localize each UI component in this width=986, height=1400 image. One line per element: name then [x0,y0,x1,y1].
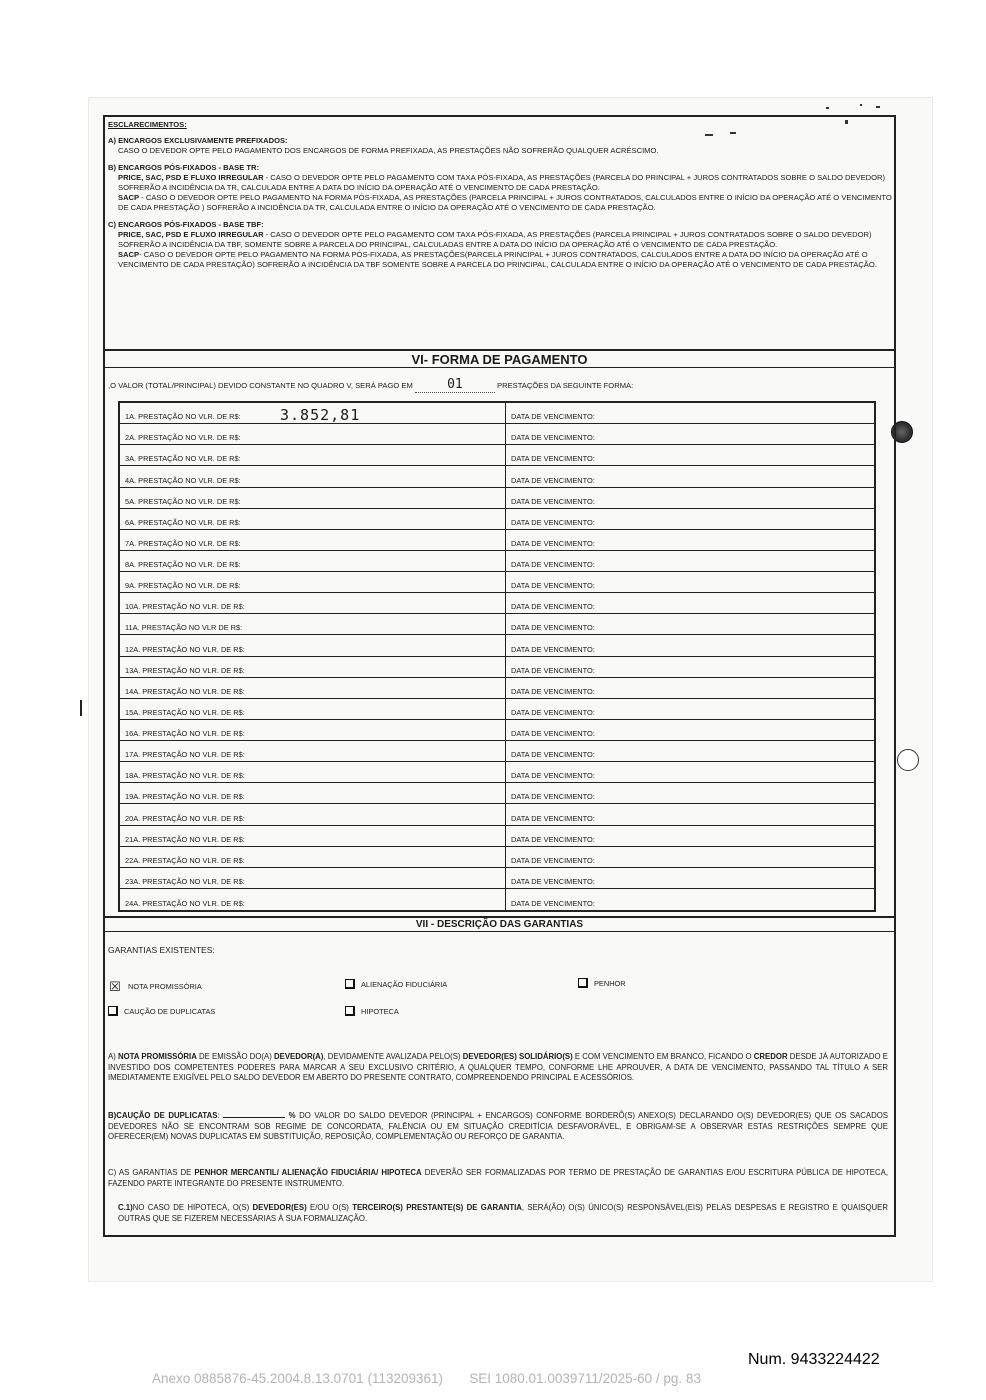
prestacao-label: 7A. PRESTAÇÃO NO VLR. DE R$: [125,538,241,548]
encargos-prefixados-text: CASO O DEVEDOR OPTE PELO PAGAMENTO DOS ENCARGOS DE FORMA PREFIXADA, AS PRESTAÇÕES NÃO SOFRERÃO QUALQUER ACRÉSCIMO. [118,146,659,156]
footer-reference: Anexo 0885876-45.2004.8.13.0701 (113209361) SEI 1080.01.0039711/2025-60 / pg. 83 [152,1371,701,1386]
para-text: C) AS GARANTIAS DE [108,1168,195,1177]
prestacao-label: 9A. PRESTAÇÃO NO VLR. DE R$: [125,581,241,591]
document-number: Num. 9433224422 [748,1351,880,1368]
option-label: ALIENAÇÃO FIDUCIÁRIA [361,979,448,989]
checked-checkbox-icon[interactable]: ☒ [109,978,121,994]
encargos-tbf-sacp-paragraph [108,250,894,270]
prestacao-row [120,403,874,424]
data-vencimento-label: DATA DE VENCIMENTO: [511,834,595,844]
prestacao-label: 2A. PRESTAÇÃO NO VLR. DE R$: [125,433,241,443]
data-vencimento-label: DATA DE VENCIMENTO: [511,792,595,802]
prestacao-row [120,572,874,593]
option-nota-promissoria[interactable] [108,979,202,993]
prestacao-label: 11A. PRESTAÇÃO NO VLR DE R$: [125,623,243,633]
data-vencimento-label: DATA DE VENCIMENTO: [511,855,595,865]
prestacao-row [120,509,874,530]
prestacoes-table [118,401,876,912]
checkbox-icon[interactable] [345,979,355,989]
para-bold: PENHOR MERCANTIL/ ALIENAÇÃO FIDUCIÁRIA/ HIPOTECA [194,1168,422,1177]
prestacao-row [120,614,874,635]
prestacao-label: 17A. PRESTAÇÃO NO VLR. DE R$: [125,750,245,760]
prestacao-row [120,530,874,551]
forma-pagamento-title: VI- FORMA DE PAGAMENTO [103,349,896,368]
nota-promissoria-paragraph [108,1052,888,1084]
prestacao-label: 15A. PRESTAÇÃO NO VLR. DE R$: [125,707,245,717]
data-vencimento-label: DATA DE VENCIMENTO: [511,813,595,823]
esclarecimentos-section [108,120,894,271]
para-text: DE EMISSÃO DO(A) [196,1052,275,1061]
prestacao-label: 3A. PRESTAÇÃO NO VLR. DE R$: [125,454,241,464]
hipoteca-paragraph [108,1203,888,1224]
prestacao-label: 4A. PRESTAÇÃO NO VLR. DE R$: [125,475,241,485]
prestacao-label: 14A. PRESTAÇÃO NO VLR. DE R$: [125,686,245,696]
option-label: CAUÇÃO DE DUPLICATAS [124,1006,216,1016]
intro-before: ,O VALOR (TOTAL/PRINCIPAL) DEVIDO CONSTANTE NO QUADRO V, SERÁ PAGO EM [108,381,413,390]
prestacao-label: 5A. PRESTAÇÃO NO VLR. DE R$: [125,496,241,506]
data-vencimento-label: DATA DE VENCIMENTO: [511,686,595,696]
checkbox-icon[interactable] [578,978,588,988]
prestacao-label: 6A. PRESTAÇÃO NO VLR. DE R$: [125,517,241,527]
data-vencimento-label: DATA DE VENCIMENTO: [511,707,595,717]
data-vencimento-label: DATA DE VENCIMENTO: [511,644,595,654]
prestacao-row [120,699,874,720]
para-bold: B)CAUÇÃO DE DUPLICATAS [108,1111,218,1120]
intro-after: PRESTAÇÕES DA SEGUINTE FORMA: [497,381,634,390]
prestacao-row [120,889,874,910]
data-vencimento-label: DATA DE VENCIMENTO: [511,876,595,886]
para-bold: DEVEDOR(A) [274,1052,324,1061]
para-bold: NOTA PROMISSÓRIA [117,1052,197,1061]
formalizacao-paragraph [108,1168,888,1189]
option-caucao-duplicatas[interactable] [108,1006,215,1016]
sacp-label: SACP [118,193,140,203]
sacp-text: - CASO O DEVEDOR OPTE PELO PAGAMENTO NA FORMA PÓS-FIXADA, AS PRESTAÇÕES (PARCELA PRINCIPAL + JUROS CONTRATADOS, CALCULADOS ENTRE O INÍCIO DA OPERAÇÃO ATÉ O VENCIMENTO DE CADA PRESTAÇÃO ) SOFRERÃO A INCIDÊNCIA DA TR, CALCULADA ENTRE O INÍCIO DA OPERAÇÃO ATÉ O VENCIMENTO DE CADA PRESTAÇÃO. [118,193,892,213]
para-bold: C.1) [118,1203,133,1212]
data-vencimento-label: DATA DE VENCIMENTO: [511,581,595,591]
prestacao-row [120,741,874,762]
prestacao-row [120,551,874,572]
num-prestacoes-field[interactable]: 01 [415,377,495,393]
data-vencimento-label: DATA DE VENCIMENTO: [511,433,595,443]
encargos-tbf-price-paragraph [108,230,894,250]
data-vencimento-label: DATA DE VENCIMENTO: [511,729,595,738]
para-bold: DEVEDOR(ES) [252,1203,307,1212]
pagamento-intro [108,377,808,393]
data-vencimento-label: DATA DE VENCIMENTO: [511,496,595,506]
prestacao-row [120,762,874,783]
prestacao-row [120,826,874,847]
option-label: NOTA PROMISSÓRIA [128,981,202,991]
scan-mark [80,700,82,716]
option-alienacao-fiduciaria[interactable] [345,979,447,989]
encargos-tr-title: B) ENCARGOS PÓS-FIXADOS - BASE TR: [108,162,260,172]
prestacao-label: 18A. PRESTAÇÃO NO VLR. DE R$: [125,771,245,781]
prestacao-row [120,804,874,825]
encargos-tr-price-paragraph [108,173,894,193]
data-vencimento-label: DATA DE VENCIMENTO: [511,602,595,612]
garantias-existentes-label: GARANTIAS EXISTENTES: [108,945,215,955]
prestacao-row [120,783,874,804]
sacp-label: SACP [118,250,140,260]
price-text: - CASO O DEVEDOR OPTE PELO PAGAMENTO COM TAXA PÓS-FIXADA, AS PRESTAÇÕES (PARCELA PRINCIPAL + JUROS CONTRATADOS SOBRE O SALDO DEVEDOR) SOFRERÃO A INCIDÊNCIA DA TBF, SOMENTE SOBRE A PARCELA DO PRINCIPAL, CALCULADAS ENTRE A DATA DO INÍCIO DA OPERAÇÃO ATÉ O VENCIMENTO DE CADA PRESTAÇÃO. [118,229,872,250]
prestacao-label: 16A. PRESTAÇÃO NO VLR. DE R$: [125,729,245,738]
para-bold: % [288,1111,296,1120]
encargos-tr-sacp-paragraph [108,193,894,213]
data-vencimento-label: DATA DE VENCIMENTO: [511,665,595,675]
prestacao-label: 23A. PRESTAÇÃO NO VLR. DE R$: [125,876,245,886]
data-vencimento-label: DATA DE VENCIMENTO: [511,412,595,422]
prestacao-row [120,868,874,889]
caucao-paragraph [108,1111,888,1143]
sacp-text: - CASO O DEVEDOR OPTE PELO PAGAMENTO NA FORMA PÓS-FIXADA, AS PRESTAÇÕES(PARCELA PRINCIPAL + JUROS CONTRATADOS, CALCULADOS ENTRE A DATA DO INÍCIO DA OPERAÇÃO ATÉ O VENCIMENTO DE CADA PRESTAÇÃO) SOFRERÃO A INCIDÊNCIA DA TBF SOMENTE SOBRE A PARCELA DO PRINCIPAL, CALCULADA ENTRE O INÍCIO DA OPERAÇÃO ATÉ O VENCIMENTO DE CADA PRESTAÇÃO. [118,250,877,270]
para-text: DESDE JÁ AUTORIZADO E INVESTIDO DOS COMPETENTES PODERES PARA MARCAR A SEU EXCLUSIVO CRITÉRIO, A QUALQUER TEMPO, CONFORME LHE APROUVER, A DATA DE VENCIMENTO, PASSANDO TAL TÍTULO A SER IMEDIATAMENTE EXIGÍVEL PELO SALDO DEVEDOR EM ABERTO DO PRESENTE CONTRATO, COMPREENDENDO PRINCIPAL E ACESSÓRIOS. [108,1052,888,1083]
prestacao-label: 20A. PRESTAÇÃO NO VLR. DE R$: [125,813,245,823]
price-label: PRICE, SAC, PSD E FLUXO IRREGULAR [118,172,264,182]
checkbox-icon[interactable] [345,1006,355,1016]
para-bold: DEVEDOR(ES) SOLIDÁRIO(S) [462,1052,573,1061]
para-text: , SERÁ(ÃO) O(S) ÚNICO(S) RESPONSÁVEL(EIS) PELAS DESPESAS E REGISTRO E QUAISQUER OUTRAS QUE SE FIZEREM NECESSÁRIAS À SUA FORMALIZAÇÃO. [118,1203,888,1223]
prestacao-label: 21A. PRESTAÇÃO NO VLR. DE R$: [125,834,245,844]
prestacao-value-field[interactable]: 3.852,81 [280,406,361,425]
prestacao-row [120,424,874,445]
encargos-prefixados-title: A) ENCARGOS EXCLUSIVAMENTE PREFIXADOS: [108,136,288,146]
prestacao-row [120,847,874,868]
scan-speck [860,104,862,106]
prestacao-row [120,720,874,741]
prestacao-row [120,657,874,678]
prestacao-row [120,678,874,699]
prestacao-label: 22A. PRESTAÇÃO NO VLR. DE R$: [125,855,245,865]
para-text: E/OU O(S) [306,1203,353,1212]
data-vencimento-label: DATA DE VENCIMENTO: [511,454,595,464]
prestacao-row [120,466,874,487]
para-text: DO VALOR DO SALDO DEVEDOR (PRINCIPAL + ENCARGOS) CONFORME BORDERÔ(S) ANEXO(S) DECLARANDO O(S) DEVEDOR(ES) QUE OS SACADOS DEVEDORES NÃO SE ENCONTRAM SOB REGIME DE CONCORDATA, FALÊNCIA OU EM SITUAÇÃO CREDITÍCIA DESFAVORÁVEL, E OBRIGAM-SE A OBSERVAR ESTAS RESTRIÇÕES SEMPRE QUE OFERECER(EM) NOVAS DUPLICATAS EM SUBSTITUIÇÃO, REPOSIÇÃO, COMPLEMENTAÇÃO OU REFORÇO DE GARANTIA. [108,1111,888,1142]
prestacao-row [120,488,874,509]
prestacao-label: 19A. PRESTAÇÃO NO VLR. DE R$: [125,792,245,802]
data-vencimento-label: DATA DE VENCIMENTO: [511,623,595,633]
punch-hole [897,749,919,771]
option-hipoteca[interactable] [345,1006,399,1016]
data-vencimento-label: DATA DE VENCIMENTO: [511,538,595,548]
option-penhor[interactable] [578,978,626,988]
encargos-tbf-title: C) ENCARGOS PÓS-FIXADOS - BASE TBF: [108,219,264,229]
garantias-title: VII - DESCRIÇÃO DAS GARANTIAS [103,916,896,932]
data-vencimento-label: DATA DE VENCIMENTO: [511,750,595,760]
para-text: DEVERÃO SER FORMALIZADAS POR TERMO DE PRESTAÇÃO DE GARANTIAS E/OU ESCRITURA PÚBLICA DE HIPOTECA, FAZENDO PARTE INTEGRANTE DO PRESENTE INSTRUMENTO. [108,1168,888,1188]
para-bold: TERCEIRO(S) PRESTANTE(S) DE GARANTIA [352,1203,522,1212]
option-label: PENHOR [594,978,626,988]
para-bold: CREDOR [753,1052,788,1061]
prestacao-row [120,593,874,614]
prestacao-row [120,635,874,656]
prestacao-label: 1A. PRESTAÇÃO NO VLR. DE R$: [125,412,241,422]
checkbox-icon[interactable] [108,1006,118,1016]
para-text: NO CASO DE HIPOTECA, O(S) [132,1203,253,1212]
data-vencimento-label: DATA DE VENCIMENTO: [511,771,595,781]
para-text: , DEVIDAMENTE AVALIZADA PELO(S) [323,1052,463,1061]
scan-speck [826,107,829,109]
para-text: A) [108,1052,118,1061]
prestacao-label: 12A. PRESTAÇÃO NO VLR. DE R$: [125,644,245,654]
prestacao-label: 13A. PRESTAÇÃO NO VLR. DE R$: [125,665,245,675]
price-label: PRICE, SAC, PSD E FLUXO IRREGULAR [118,229,264,239]
prestacao-label: 24A. PRESTAÇÃO NO VLR. DE R$: [125,899,245,908]
para-text: E COM VENCIMENTO EM BRANCO, FICANDO O [572,1052,754,1061]
prestacao-label: 10A. PRESTAÇÃO NO VLR. DE R$: [125,602,245,612]
esclarecimentos-heading: ESCLARECIMENTOS: [108,120,187,129]
data-vencimento-label: DATA DE VENCIMENTO: [511,517,595,527]
price-text: - CASO O DEVEDOR OPTE PELO PAGAMENTO COM TAXA PÓS-FIXADA, AS PRESTAÇÕES (PARCELA DO PRINCIPAL + JUROS CONTRATADOS SOBRE O SALDO DEVEDOR) SOFRERÃO A INCIDÊNCIA DA TR, CALCULADA ENTRE A DATA DO INÍCIO DA OPERAÇÃO ATÉ O VENCIMENTO DE CADA PRESTAÇÃO. [118,172,886,193]
data-vencimento-label: DATA DE VENCIMENTO: [511,899,595,908]
data-vencimento-label: DATA DE VENCIMENTO: [511,560,595,569]
prestacao-label: 8A. PRESTAÇÃO NO VLR. DE R$: [125,560,241,569]
prestacao-row [120,445,874,466]
percent-blank-field[interactable] [223,1117,285,1118]
scan-speck [876,106,880,108]
para-text: : [217,1111,224,1120]
option-label: HIPOTECA [361,1006,399,1016]
data-vencimento-label: DATA DE VENCIMENTO: [511,475,595,485]
